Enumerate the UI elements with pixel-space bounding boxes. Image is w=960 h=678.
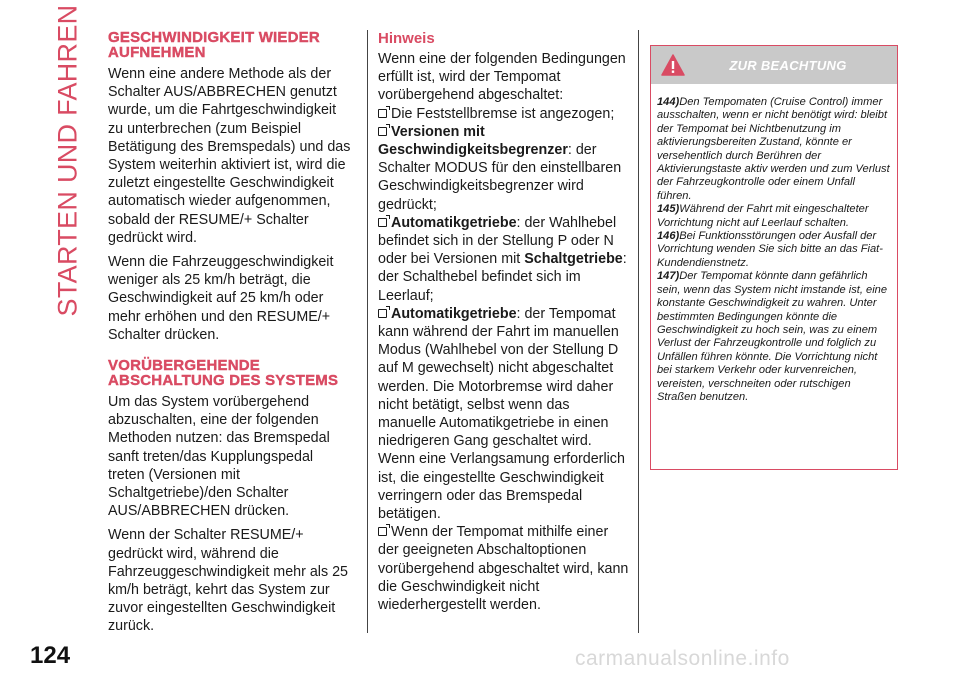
watermark-text: carmanualsonline.info [575,647,790,670]
list-item: Automatikgetriebe: der Tempomat kann während der Fahrt im manuellen Modus (Wahlhebel von der Stellung D auf M gewechselt) nicht abgeschaltet werden. Die Motorbremse wird daher nicht betätigt, selbst wenn das manuelle Automatikgetriebe in einen niedrigeren Gang geschaltet wird. Wenn eine Verlangsamung erforderlich ist, die eingestellte Geschwindigkeit verringern oder das Bremspedal betätigen. [378,305,625,523]
warning-item: 145)Während der Fahrt mit eingeschalteter Vorrichtung nicht auf Leerlauf schalten. [657,203,869,229]
warning-box [650,45,898,470]
list-item: Die Feststellbremse ist angezogen; [378,105,630,123]
paragraph-disable-2: Wenn der Schalter RESUME/+ gedrückt wird, während die Fahrzeuggeschwindigkeit mehr als 25 km/h beträgt, kehrt das System zur zuvor eingestellten Geschwindigkeit zurück. [108,527,348,635]
column-divider-left [367,30,368,633]
warning-item: 144)Den Tempomaten (Cruise Control) immer ausschalten, wenn er nicht benötigt wird: bleibt der Tempomat bei Nichtbenutzung im aktivierungsbereiten Zustand, könnte er versehentlich durch Berühren der Aktivierungstaste aktiv werden und zum Verlust der Fahrzeugkontrolle oder einem Unfall führen. [657,96,890,202]
warning-body [651,84,897,404]
column-left [108,30,352,642]
checkbox-bullet-icon [378,127,387,136]
warning-item: 147)Der Tempomat könnte dann gefährlich sein, wenn das System nicht imstande ist, eine konstante Geschwindigkeit zu wahren. Unter bestimmten Bedingungen könnte die Geschwindigkeit zu hoch sein, was zu einem Verlust der Fahrzeugkontrolle und folglich zu Unfällen führen könnte. Die Vorrichtung nicht bei starkem Verkehr oder kurvenreichen, vereisten, verschneiten oder rutschigen Straßen benutzen. [657,270,888,403]
page-number: 124 [30,642,71,669]
note-heading: Hinweis [378,30,435,47]
paragraph-disable-1: Um das System vorübergehend abzuschalten, eine der folgenden Methoden nutzen: das Bremspedal sanft treten/das Kupplungspedal treten (Versionen mit Schaltgetriebe)/den Schalter AUS/ABBRECHEN drücken. [108,394,330,520]
paragraph-resume-2: Wenn die Fahrzeuggeschwindigkeit weniger als 25 km/h beträgt, die Geschwindigkeit auf 25 km/h oder mehr erhöhen und den RESUME/+ Schalter drücken. [108,254,334,343]
checkbox-bullet-icon [378,309,387,318]
list-item: Versionen mit Geschwindigkeitsbegrenzer: der Schalter MODUS für den einstellbaren Geschwindigkeitsbegrenzer wird gedrückt; [378,123,622,213]
warning-header [651,46,897,84]
warning-item: 146)Bei Funktionsstörungen oder Ausfall der Vorrichtung wenden Sie sich bitte an das Fiat-Kundendienstnetz. [657,230,883,269]
column-divider-right [638,30,639,633]
checkbox-bullet-icon [378,109,387,118]
column-middle [378,30,630,614]
section-heading-disable: VORÜBERGEHENDE ABSCHALTUNG DES SYSTEMS [108,357,339,390]
chapter-title-text: STARTEN UND FAHREN [52,4,83,317]
note-intro: Wenn eine der folgenden Bedingungen erfüllt ist, wird der Tempomat vorübergehend abgeschaltet: [378,51,626,104]
list-item: Wenn der Tempomat mithilfe einer der geeigneten Abschaltoptionen vorübergehend abgeschaltet wird, kann die Geschwindigkeit nicht wiederhergestellt werden. [378,524,629,614]
list-item: Automatikgetriebe: der Wahlhebel befindet sich in der Stellung P oder N oder bei Versionen mit Schaltgetriebe: der Schalthebel befindet sich im Leerlauf; [378,214,627,304]
paragraph-resume-1: Wenn eine andere Methode als der Schalter AUS/ABBRECHEN genutzt wurde, um die Fahrtgeschwindigkeit zu unterbrechen (zum Beispiel Betätigung des Bremspedals) und das System weiterhin aktiviert ist, wird die zuletzt eingestellte Geschwindigkeit automatisch wieder aufgenommen, sobald der RESUME/+ Schalter gedrückt wird. [108,66,351,246]
warning-title: ZUR BEACHTUNG [729,58,847,73]
section-heading-resume: GESCHWINDIGKEIT WIEDER AUFNEHMEN [108,29,320,61]
chapter-title [52,4,84,317]
checkbox-bullet-icon [378,218,387,227]
checkbox-bullet-icon [378,527,387,536]
